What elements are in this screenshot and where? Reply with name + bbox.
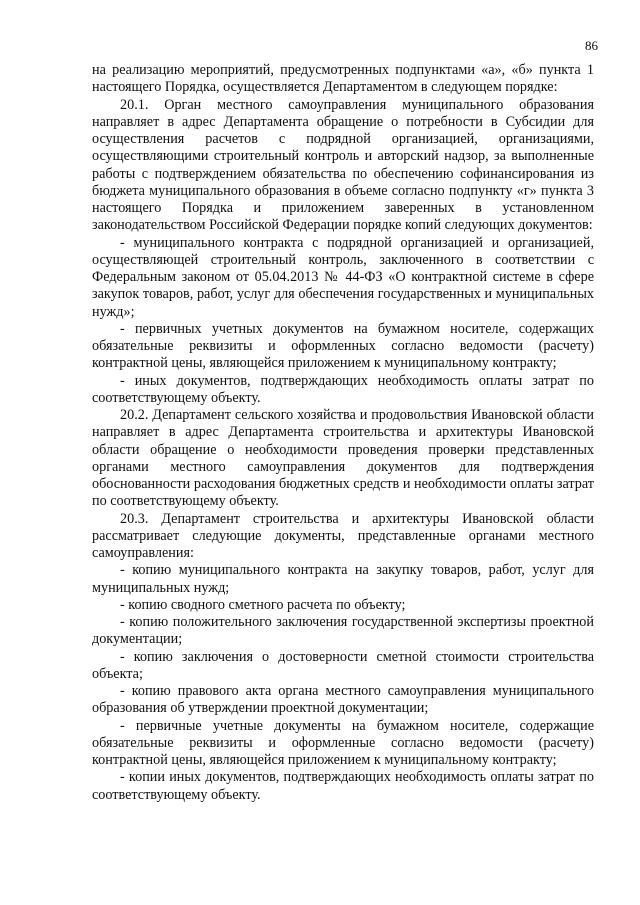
list-item-primary-documents: - первичных учетных документов на бумажном носителе, содержащих обязательные реквизиты и оформленных согласно ведомости (расчету) контрактной цены, являющейся приложением к муниципальному контракту; bbox=[92, 320, 594, 372]
paragraph-20-2: 20.2. Департамент сельского хозяйства и продовольствия Ивановской области направляет в адрес Департамента строительства и архитектуры Ивановской области обращение о необходимости проведения проверки представленных органами местного самоуправления документов для подтверждения обоснованности расходования бюджетных средств и необходимости оплаты затрат по соответствующему объекту. bbox=[92, 407, 594, 510]
list-item-municipal-contract: - муниципального контракта с подрядной организацией и организацией, осуществляющей строительный контроль, заключенного в соответствии с Федеральным законом от 05.04.2013 № 44-ФЗ «О контрактной системе в сфере закупок товаров, работ, услуг для обеспечения государственных и муниципальных нужд»; bbox=[92, 234, 594, 320]
document-body bbox=[92, 62, 594, 804]
paragraph-20-3: 20.3. Департамент строительства и архитектуры Ивановской области рассматривает следующие документы, представленные органами местного самоуправления: bbox=[92, 510, 594, 561]
list-item-other-copies: - копии иных документов, подтверждающих необходимость оплаты затрат по соответствующему объекту. bbox=[92, 769, 594, 803]
list-item-reliability-copy: - копию заключения о достоверности сметной стоимости строительства объекта; bbox=[92, 648, 594, 682]
list-item-primary-accounting: - первичные учетные документы на бумажном носителе, содержащие обязательные реквизиты и оформленные согласно ведомости (расчету) контрактной цены, являющейся приложением к муниципальному контракту; bbox=[92, 717, 594, 768]
list-item-expertise-copy: - копию положительного заключения государственной экспертизы проектной документации; bbox=[92, 614, 594, 648]
list-item-estimate-copy: - копию сводного сметного расчета по объекту; bbox=[120, 596, 406, 613]
list-item-legal-act-copy: - копию правового акта органа местного самоуправления муниципального образования об утверждении проектной документации; bbox=[92, 683, 594, 717]
paragraph-continuation: на реализацию мероприятий, предусмотренных подпунктами «а», «б» пункта 1 настоящего Порядка, осуществляется Департаментом в следующем порядке: bbox=[92, 62, 594, 96]
paragraph-20-1: 20.1. Орган местного самоуправления муниципального образования направляет в адрес Департамента обращение о потребности в Субсидии для осуществления расчетов с подрядной организацией, организациями, осуществляющими строительный контроль и авторский надзор, за выполненные работы с подтверждением обязательства по обеспечению софинансирования из бюджета муниципального образования в объеме согласно подпункту «г» пункта 3 настоящего Порядка и приложением заверенных в установленном законодательством Российской Федерации порядке копий следующих документов: bbox=[92, 96, 594, 234]
list-item-other-documents: - иных документов, подтверждающих необходимость оплаты затрат по соответствующему объекту. bbox=[92, 372, 594, 406]
list-item-contract-copy: - копию муниципального контракта на закупку товаров, работ, услуг для муниципальных нужд; bbox=[92, 562, 594, 596]
page-number: 86 bbox=[585, 38, 598, 53]
